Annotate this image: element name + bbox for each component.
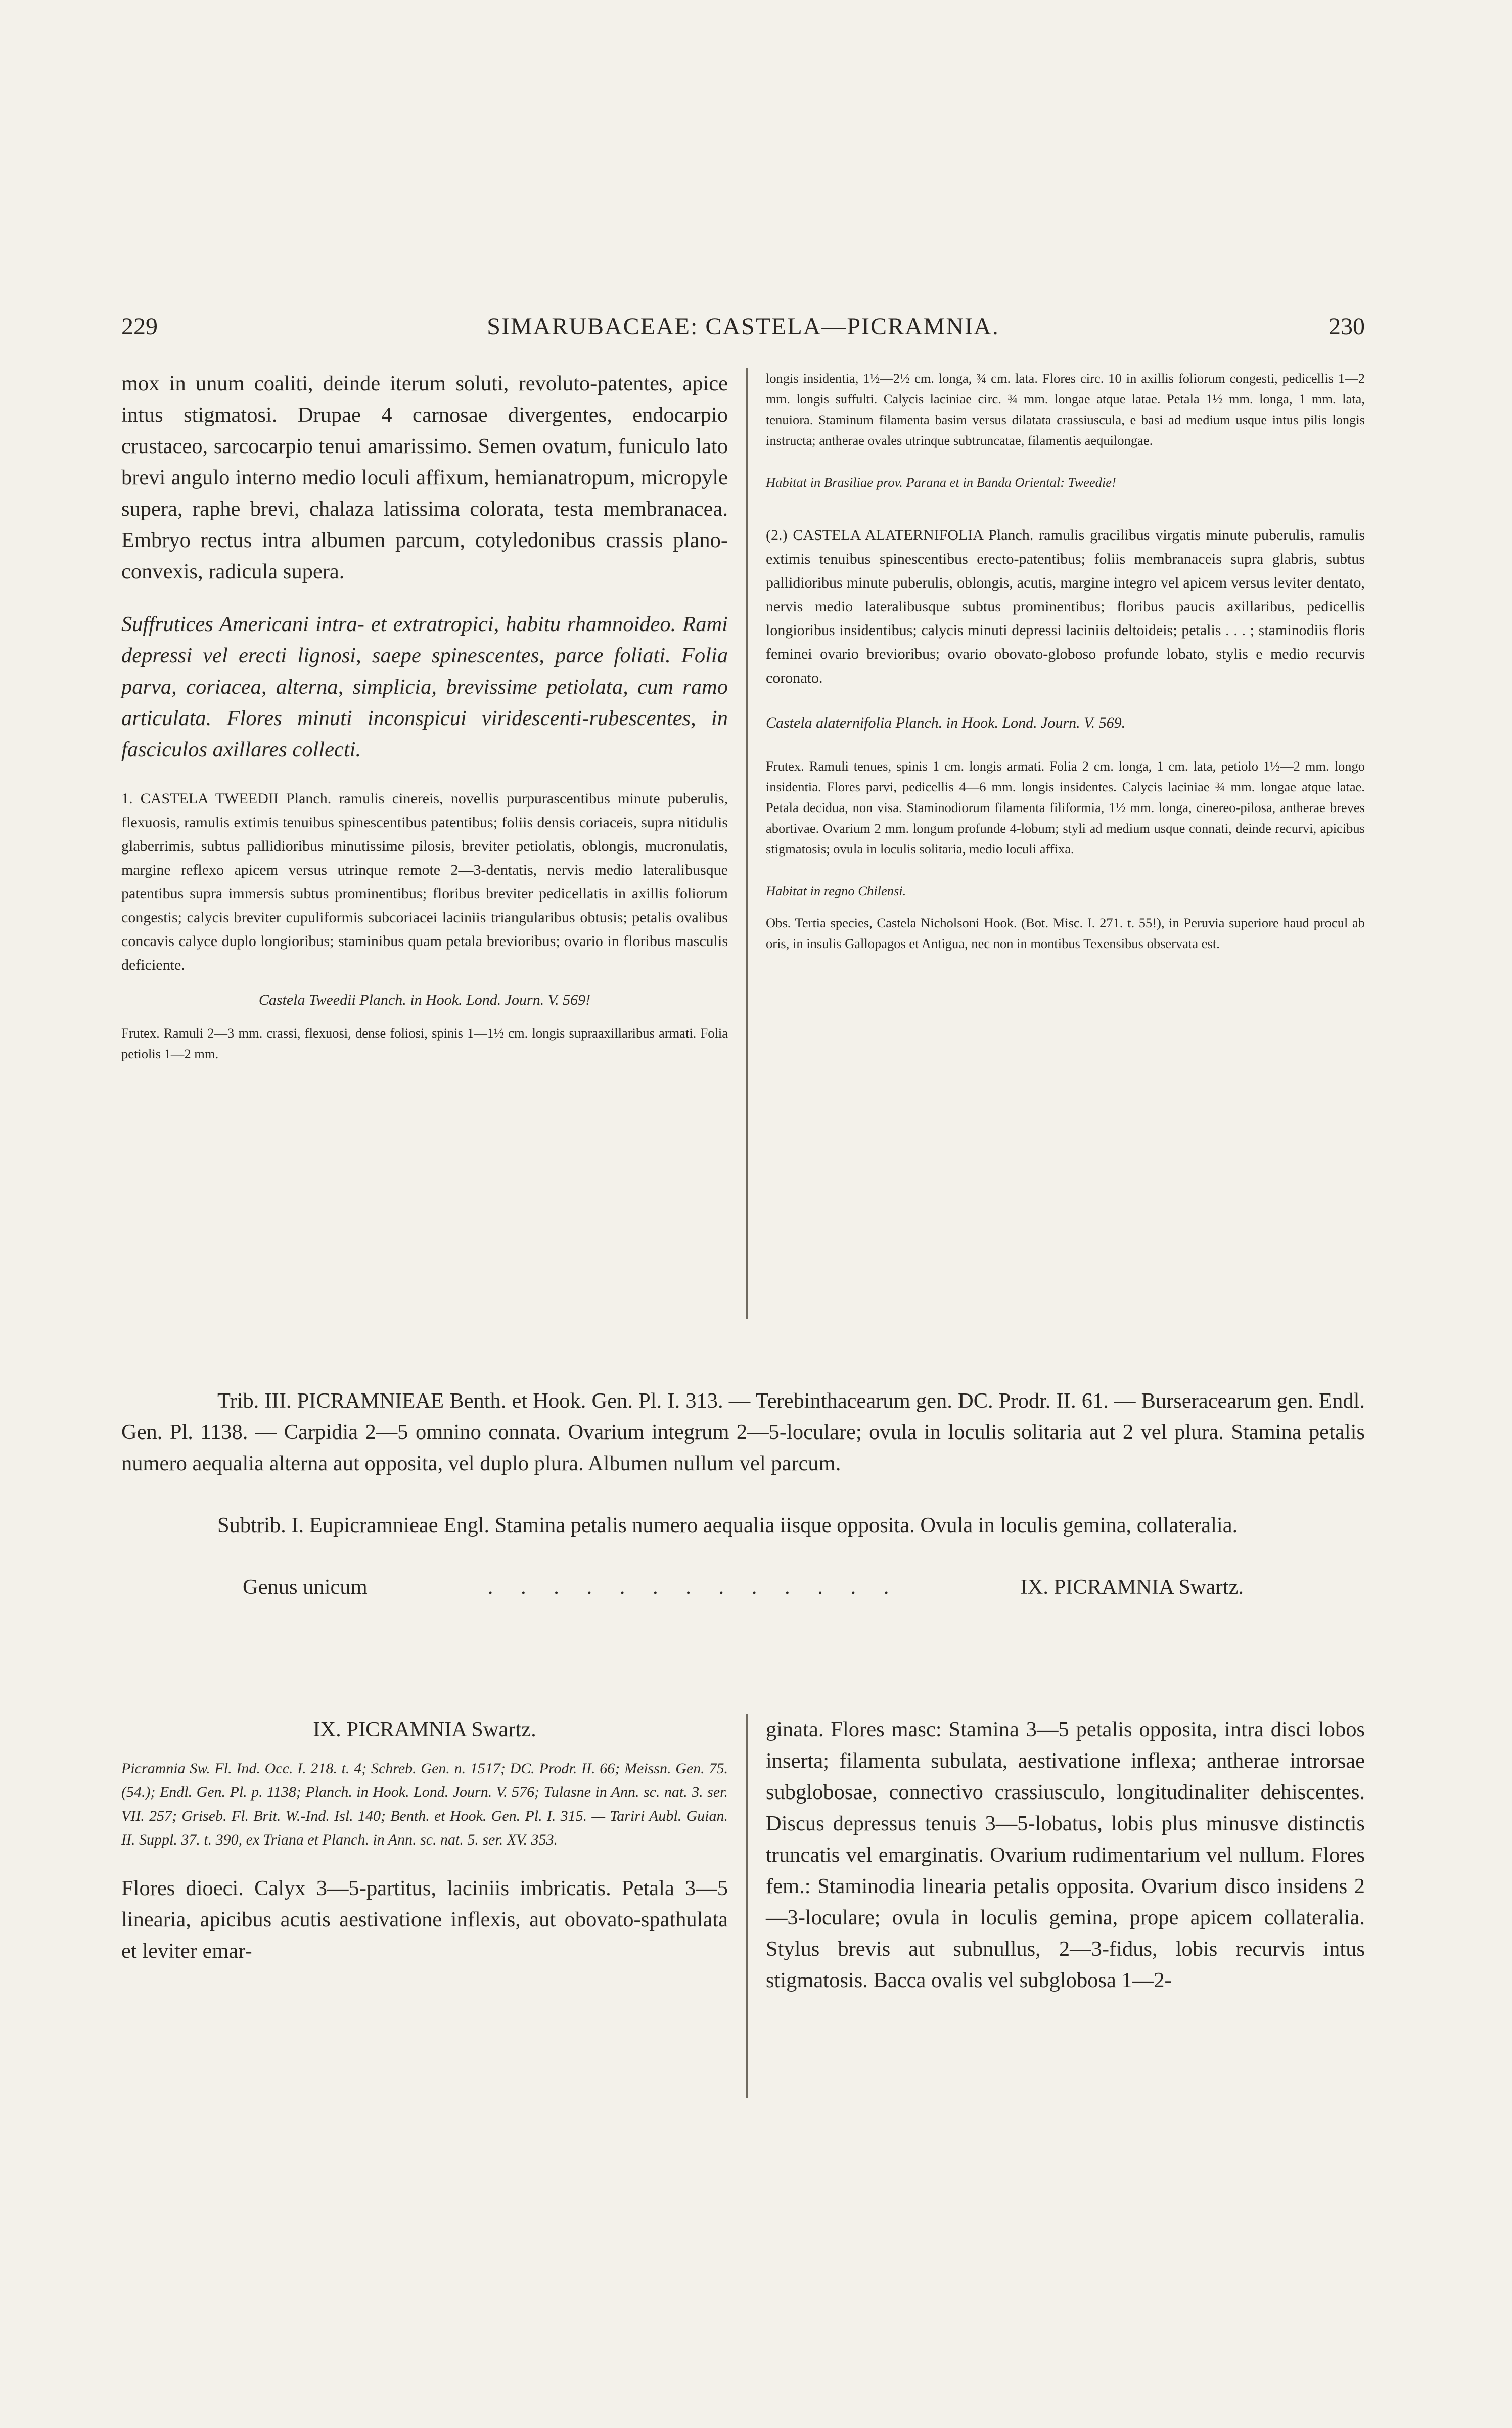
subtribe-eupicramnieae: Subtrib. I. Eupicramnieae Engl. Stamina petalis numero aequalia iisque opposita. Ovula in loculis gemina, collateralia. [217, 1513, 1238, 1537]
description-paragraph: mox in unum coaliti, deinde iterum soluti, revoluto-patentes, apice intus stigmatosi. Drupae 4 carnosae divergentes, endocarpio crustaceo, sarcocarpio tenui amarissimo. Semen ovatum, funiculo lato brevi angulo interno medio loculi affixum, hemianatropum, micropyle supera, raphe brevi, chalaza latissima colorata, testa membranacea. Embryo rectus intra albumen parcum, cotyledonibus crassis plano-convexis, radicula supera. [121, 372, 728, 583]
genus-references: Picramnia Sw. Fl. Ind. Occ. I. 218. t. 4; Schreb. Gen. n. 1517; DC. Prodr. II. 66; Meissn. Gen. 75. (54.); Endl. Gen. Pl. p. 1138; Planch. in Hook. Lond. Journ. V. 576; Tulasne in Ann. sc. nat. 3. ser. VII. 257; Griseb. Fl. Brit. W.-Ind. Isl. 140; Benth. et Hook. Gen. Pl. I. 315. — Tariri Aubl. Guian. II. Suppl. 37. t. 390, ex Triana et Planch. in Ann. sc. nat. 5. ser. XV. 353. [121, 1760, 728, 1848]
tribe-section [121, 1385, 1365, 1603]
tribe-picramnieae: Trib. III. PICRAMNIEAE Benth. et Hook. Gen. Pl. I. 313. — Terebinthacearum gen. DC. Prodr. II. 61. — Burseracearum gen. Endl. Gen. Pl. 1138. — Carpidia 2—5 omnino connata. Ovarium integrum 2—5-loculare; ovula in loculis solitaria aut 2 vel plura. Stamina petalis numero aequalia alterna aut opposita, vel duplo plura. Albumen nullum vel parcum. [121, 1389, 1365, 1475]
leader-dots: . . . . . . . . . . . . . [487, 1575, 900, 1599]
genus-description-continued: ginata. Flores masc: Stamina 3—5 petalis opposita, intra disci lobos inserta; filamenta subulata, aestivatione inflexa; antherae introrsae subglobosae, connectivo crassiusculo, longitudinaliter dehiscentes. Discus depressus tenuis 3—5-lobatus, lobis plus minusve distinctis truncatis vel emarginatis. Ovarium rudimentarium vel nullum. Flores fem.: Staminodia linearia petalis opposita. Ovarium disco insidens 2—3-loculare; ovula in loculis gemina, prope apicem collateralia. Stylus brevis aut subnullus, 2—3-fidus, lobis recurvis intus stigmatosis. Bacca ovalis vel subglobosa 1—2- [766, 1718, 1365, 1992]
species-castela-alaternifolia: (2.) CASTELA ALATERNIFOLIA Planch. ramulis gracilibus virgatis minute puberulis, ramulis extimis tenuibus spinescentibus erecto-patentibus; foliis membranaceis supra glabris, subtus pallidioribus minute puberulis, oblongis, acutis, margine integro vel apicem versus leviter dentato, nervis medio lateralibusque subtus prominentibus; floribus paucis axillaribus, pedicellis longioribus insidentibus; calycis minuti depressi laciniis deltoideis; petalis . . . ; staminodiis floris feminei ovario brevioribus; ovario obovato-globoso profunde lobato, stylis e medio recurvis coronato. [766, 527, 1365, 686]
column-divider-upper [746, 368, 748, 1319]
citation-castela-alaternifolia: Castela alaternifolia Planch. in Hook. Lond. Journ. V. 569. [766, 714, 1126, 731]
genus-name: IX. PICRAMNIA Swartz. [1020, 1575, 1244, 1599]
genus-line [121, 1571, 1365, 1603]
right-column-lower [766, 1714, 1365, 1996]
running-title: SIMARUBACEAE: CASTELA—PICRAMNIA. [487, 313, 999, 340]
habit-paragraph: Suffrutices Americani intra- et extratropici, habitu rhamnoideo. Rami depressi vel erecti lignosi, saepe spinescentes, parce foliati. Folia parva, coriacea, alterna, simplicia, brevissime petiolata, cum ramo articulata. Flores minuti inconspicui viridescenti-rubescentes, in fasciculos axillares collecti. [121, 612, 728, 761]
genus-heading: IX. PICRAMNIA Swartz. [313, 1718, 536, 1741]
left-column-upper [121, 368, 728, 1064]
genus-label: Genus unicum [243, 1575, 368, 1599]
habitat-tweedii: Habitat in Brasiliae prov. Parana et in Banda Oriental: Tweedie! [766, 475, 1116, 490]
habitat-chile: Habitat in regno Chilensi. [766, 883, 906, 898]
continued-description: longis insidentia, 1½—2½ cm. longa, ¾ cm. lata. Flores circ. 10 in axillis foliorum congesti, pedicellis 1—2 mm. longis suffulti. Calycis laciniae circ. ¾ mm. longae atque latae. Petala 1½ mm. longa, 1 mm. lata, tenuiora. Staminum filamenta basim versus dilatata crassiuscula, e basi ad medium usque intus pilis longis instructa; antherae ovales utrinque subtruncatae, filamentis aequilongae. [766, 371, 1365, 448]
citation-castela-tweedii: Castela Tweedii Planch. in Hook. Lond. Journ. V. 569! [258, 992, 591, 1008]
frutex-description: Frutex. Ramuli 2—3 mm. crassi, flexuosi, dense foliosi, spinis 1—1½ cm. longis supraaxillaribus armati. Folia petiolis 1—2 mm. [121, 1025, 728, 1061]
left-column-lower [121, 1714, 728, 1967]
genus-description-start: Flores dioeci. Calyx 3—5-partitus, laciniis imbricatis. Petala 3—5 linearia, apicibus acutis aestivatione inflexis, aut obovato-spathulata et leviter emar- [121, 1876, 728, 1963]
column-divider-lower [746, 1714, 748, 2098]
frutex-alaternifolia: Frutex. Ramuli tenues, spinis 1 cm. longis armati. Folia 2 cm. longa, 1 cm. lata, petiolo 1½—2 mm. longo insidentia. Flores parvi, pedicellis 4—6 mm. longis insidentes. Calycis laciniae ¾ mm. longae atque latae. Petala decidua, non visa. Staminodiorum filamenta filiformia, 1½ mm. longa, cinereo-pilosa, antherae breves abortivae. Ovarium 2 mm. longum profunde 4-lobum; styli ad medium usque connati, deinde recurvi, apicibus stigmatosis; ovula in loculis solitaria, medio loculi affixa. [766, 758, 1365, 857]
species-castela-tweedii: 1. CASTELA TWEEDII Planch. ramulis cinereis, novellis purpurascentibus minute puberulis, flexuosis, ramulis extimis tenuibus spinescentibus patentibus; foliis densis coriaceis, supra nitidulis glaberrimis, subtus pallidioribus minutissime pilosis, breviter petiolatis, oblongis, mucronulatis, margine reflexo apicem versus utrinque remote 2—3-dentatis, nervis medio lateralibusque patentibus supra immersis subtus prominentibus; floribus breviter pedicellatis in axillis foliorum congestis; calycis breviter cupuliformis subcoriacei laciniis triangularibus obtusis; petalis ovalibus concavis calyce duplo longioribus; staminibus quam petala brevioribus; ovario in floribus masculis deficiente. [121, 790, 728, 973]
observation-note: Obs. Tertia species, Castela Nicholsoni Hook. (Bot. Misc. I. 271. t. 55!), in Peruvia superiore haud procul ab oris, in insulis Gallopagos et Antigua, nec non in montibus Texensibus observata est. [766, 915, 1365, 951]
right-column-upper [766, 368, 1365, 954]
page-number-right: 230 [1328, 313, 1365, 340]
page-header [121, 312, 1365, 348]
page-number-left: 229 [121, 313, 158, 340]
